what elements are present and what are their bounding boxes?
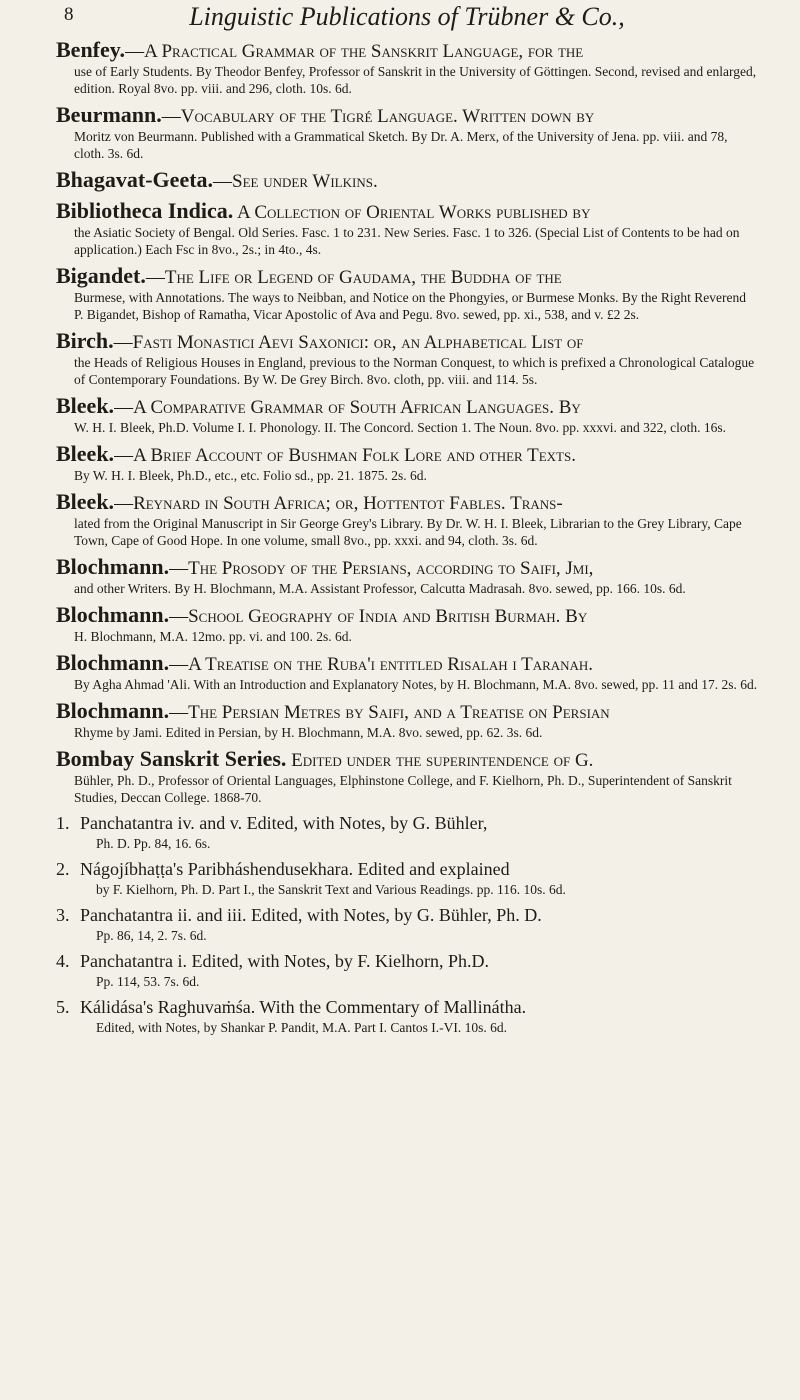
entry-title: —A Practical Grammar of the Sanskrit Language, for the <box>125 41 584 62</box>
series-item-number: 3. <box>56 905 70 925</box>
series-item-number: 1. <box>56 813 70 833</box>
catalogue-entry <box>56 555 758 597</box>
series-item-title: Kálidása's Raghuvaṁśa. With the Commentary of Mallinátha. <box>80 997 527 1017</box>
entry-details: the Heads of Religious Houses in England, previous to the Norman Conquest, to which is prefixed a Chronological Catalogue of Contemporary Foundations. By W. De Grey Birch. 8vo. cloth, pp. viii. and 114. 5s. <box>74 355 755 387</box>
entry-title-line <box>56 555 758 580</box>
series-item-title-line <box>56 812 758 835</box>
entry-title: —A Treatise on the Ruba'i entitled Risalah i Taranah. <box>169 654 594 675</box>
series-item <box>56 904 758 944</box>
entry-title: —The Life or Legend of Gaudama, the Buddha of the <box>145 267 562 288</box>
series-item <box>56 996 758 1036</box>
entry-details: Rhyme by Jami. Edited in Persian, by H. Blochmann, M.A. 8vo. sewed, pp. 62. 3s. 6d. <box>74 725 543 740</box>
entry-headword: Birch. <box>56 328 114 353</box>
catalogue-entry <box>56 651 758 693</box>
entry-details: Bühler, Ph. D., Professor of Oriental Languages, Elphinstone College, and F. Kielhorn, Ph. D., Superintendent of Sanskrit Studies, Deccan College. 1868-70. <box>74 773 732 805</box>
series-item-title-line <box>56 996 758 1019</box>
entry-title-line <box>56 168 758 193</box>
entry-details: and other Writers. By H. Blochmann, M.A. Assistant Professor, Calcutta Madrasah. 8vo. sewed, pp. 166. 10s. 6d. <box>74 581 686 596</box>
entry-title: —Reynard in South Africa; or, Hottentot Fables. Trans- <box>114 493 563 514</box>
series-item-details: Pp. 86, 14, 2. 7s. 6d. <box>96 928 207 943</box>
series-item-title: Panchatantra iv. and v. Edited, with Notes, by G. Bühler, <box>80 813 488 833</box>
catalogue-entry <box>56 699 758 741</box>
catalogue-entry <box>56 329 758 388</box>
entry-details: Burmese, with Annotations. The ways to Neibban, and Notice on the Phongyies, or Burmese Monks. By the Right Reverend P. Bigandet, Bishop of Ramatha, Vicar Apostolic of Ava and Pegu. 8vo. sewed, pp. xi., 538, and v. £2 2s. <box>74 290 747 322</box>
series-item <box>56 950 758 990</box>
entry-title: —A Comparative Grammar of South African Languages. By <box>114 397 581 418</box>
entry-title: —The Persian Metres by Saifi, and a Treatise on Persian <box>169 702 610 723</box>
entry-title-line <box>56 490 758 515</box>
series-item-number: 4. <box>56 951 70 971</box>
series-item-title: Nágojíbhaṭṭa's Paribháshendusekhara. Edited and explained <box>80 859 510 879</box>
entry-headword: Benfey. <box>56 37 126 62</box>
entry-title: Edited under the superintendence of G. <box>286 750 594 771</box>
entry-headword: Bleek. <box>56 489 115 514</box>
entry-headword: Bombay Sanskrit Series. <box>56 746 287 771</box>
entry-headword: Beurmann. <box>56 102 162 127</box>
series-item-title-line <box>56 904 758 927</box>
catalogue-entry <box>56 603 758 645</box>
series-list <box>56 812 758 1036</box>
entry-title: —The Prosody of the Persians, according to Saifi, Jmi, <box>169 558 594 579</box>
running-title: Linguistic Publications of Trübner & Co., <box>189 2 625 31</box>
page-header <box>56 0 758 38</box>
entry-details: use of Early Students. By Theodor Benfey, Professor of Sanskrit in the University of Göttingen. Second, revised and enlarged, edition. Royal 8vo. pp. viii. and 296, cloth. 10s. 6d. <box>74 64 757 96</box>
entry-title: —Fasti Monastici Aevi Saxonici: or, an Alphabetical List of <box>113 332 584 353</box>
entry-details: the Asiatic Society of Bengal. Old Series. Fasc. 1 to 231. New Series. Fasc. 1 to 326. (Special List of Contents to be had on application.) Each Fsc in 8vo., 2s.; in 4to., 4s. <box>74 225 740 257</box>
entry-title-line <box>56 264 758 289</box>
entry-headword: Blochmann. <box>56 650 170 675</box>
entry-details: H. Blochmann, M.A. 12mo. pp. vi. and 100. 2s. 6d. <box>74 629 352 644</box>
catalogue-entry <box>56 264 758 323</box>
series-item-details: Edited, with Notes, by Shankar P. Pandit, M.A. Part I. Cantos I.-VI. 10s. 6d. <box>96 1020 507 1035</box>
entry-headword: Bhagavat-Geeta. <box>56 167 214 192</box>
series-item-details: Ph. D. Pp. 84, 16. 6s. <box>96 836 211 851</box>
entry-title-line <box>56 38 758 63</box>
entry-title: —A Brief Account of Bushman Folk Lore and other Texts. <box>114 445 576 466</box>
series-item-title-line <box>56 950 758 973</box>
catalogue-entry <box>56 442 758 484</box>
series-item-title: Panchatantra ii. and iii. Edited, with Notes, by G. Bühler, Ph. D. <box>80 905 542 925</box>
catalogue-entry <box>56 747 758 806</box>
entry-title-line <box>56 603 758 628</box>
series-item-title: Panchatantra i. Edited, with Notes, by F. Kielhorn, Ph.D. <box>80 951 489 971</box>
series-item-details: by F. Kielhorn, Ph. D. Part I., the Sanskrit Text and Various Readings. pp. 116. 10s. 6d. <box>96 882 566 897</box>
catalogue-entry <box>56 168 758 193</box>
series-item-number: 5. <box>56 997 70 1017</box>
entry-details: lated from the Original Manuscript in Sir George Grey's Library. By Dr. W. H. I. Bleek, Librarian to the Grey Library, Cape Town, Cape of Good Hope. In one volume, small 8vo., pp. xxxi. and 94, cloth. 3s. 6d. <box>74 516 742 548</box>
catalogue-entries <box>56 38 758 806</box>
entry-title: A Collection of Oriental Works published by <box>233 202 591 223</box>
entry-details: By Agha Ahmad 'Ali. With an Introduction and Explanatory Notes, by H. Blochmann, M.A. 8vo. sewed, pp. 11 and 17. 2s. 6d. <box>74 677 758 692</box>
series-item <box>56 858 758 898</box>
entry-title: —Vocabulary of the Tigré Language. Written down by <box>161 106 595 127</box>
entry-headword: Bleek. <box>56 393 115 418</box>
entry-headword: Bleek. <box>56 441 115 466</box>
series-item-title-line <box>56 858 758 881</box>
entry-title: —School Geography of India and British Burmah. By <box>169 606 588 627</box>
catalogue-entry <box>56 38 758 97</box>
series-item <box>56 812 758 852</box>
catalogue-entry <box>56 490 758 549</box>
entry-title-line <box>56 329 758 354</box>
entry-title-line <box>56 442 758 467</box>
page-number: 8 <box>64 4 74 25</box>
entry-title-line <box>56 699 758 724</box>
entry-title: —See under Wilkins. <box>213 171 378 192</box>
entry-title-line <box>56 651 758 676</box>
catalogue-entry <box>56 394 758 436</box>
entry-headword: Blochmann. <box>56 554 170 579</box>
entry-details: Moritz von Beurmann. Published with a Grammatical Sketch. By Dr. A. Merx, of the University of Jena. pp. viii. and 78, cloth. 3s. 6d. <box>74 129 728 161</box>
entry-details: By W. H. I. Bleek, Ph.D., etc., etc. Folio sd., pp. 21. 1875. 2s. 6d. <box>74 468 427 483</box>
entry-headword: Bibliotheca Indica. <box>56 198 234 223</box>
entry-title-line <box>56 394 758 419</box>
series-item-number: 2. <box>56 859 70 879</box>
entry-headword: Bigandet. <box>56 263 146 288</box>
catalogue-entry <box>56 103 758 162</box>
catalogue-entry <box>56 199 758 258</box>
entry-title-line <box>56 103 758 128</box>
series-item-details: Pp. 114, 53. 7s. 6d. <box>96 974 200 989</box>
entry-title-line <box>56 747 758 772</box>
entry-title-line <box>56 199 758 224</box>
entry-details: W. H. I. Bleek, Ph.D. Volume I. I. Phonology. II. The Concord. Section 1. The Noun. 8vo. pp. xxxvi. and 322, cloth. 16s. <box>74 420 726 435</box>
entry-headword: Blochmann. <box>56 602 170 627</box>
entry-headword: Blochmann. <box>56 698 170 723</box>
